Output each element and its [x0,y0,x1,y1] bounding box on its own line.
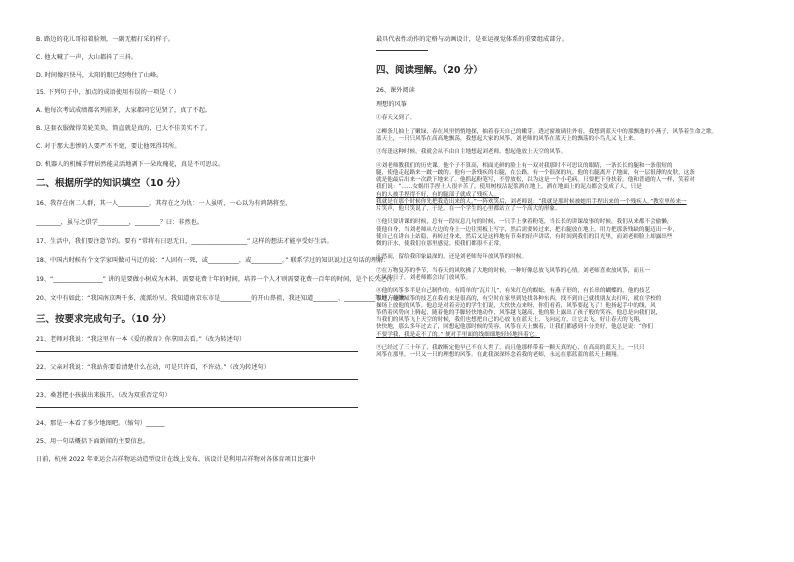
section-3-title: 三、按要求完成句子。（10 分） [36,314,172,326]
paragraph-2 [376,129,762,143]
paragraph-6 [376,254,762,261]
paragraph-line: 筝借着风势向上腾起，随着他的手脚轻快地动作，风筝越飞越高，他的脸上露出了孩子般的笑容，他总是向我们说， [376,309,662,316]
paragraph-3 [376,149,762,156]
paragraph-line: 快快地，那么多年过去了，回想起他那时候的笑容，风筝在天上飘着，让我们都感到十分美好，他总是说：“你们 [376,324,653,331]
q14-option-b: B. 路边的花儿哥招着脸颊，一副无精打采的样子。 [36,36,175,43]
right-column [376,36,762,359]
paragraph-line: 风筝在那里，一只又一只的理想的风筝。在此我深深怀念着我的老师，永远在那蓝蓝的蓝天上翱翔。 [376,352,623,359]
paragraph-line: ⑧他的风筝多半是自己制作的。有简单的“瓦片儿”，有朱红色的蜈蚣，有燕子形的，有长串的蝴蝶的，他的技艺 [376,288,651,295]
q25-answer-line [376,50,428,51]
q15-option-d: D. 机器人的机械手臂居然能灵活地剥下一朵玫瑰花，真是不可思议。 [36,160,225,168]
paragraph-line: 当我们的风筝飞上天空的时候，我们也想把自己的心放飞在蓝天上，飞向远方，让它去飞，好让春天的飞翔， [376,317,645,324]
q16-line-1: 16、我存在南二人群，其一人__________，其存在之为仇：一人虽听，一心以为有鸿鹄将至， [36,200,292,208]
paragraph-line: ③每逢这种时候，我就会从不由自主地想起刘老师，想起他放上天空的风筝。 [376,149,567,156]
paragraph-line-underlined: 我就是在那个时候你先把我造出来的人。”一阵欢笑后，刘老师说：“我就是那时候被她用手捏出来的一个残疾人。”教室里传来一 [376,198,687,205]
paragraph-1 [376,115,762,122]
paragraph-line: 操场上放他的风筝。他总是对着旁边的学生们说，大伙快点来呀，你们看着，风筝要起飞了！他扬起手中的线，风 [376,302,656,309]
q24: 24、那是一本看了多少地图吧。（缩句）______ [36,420,165,428]
paragraph-line: 使自己在讲台上站稳，再转过身来，然后又是这样地有节奏的轻声讲话，有时间到我们的目光里，而刘老师脸上却露出些 [376,233,673,240]
paragraph-line: 蓝天上，一只只风筝在高高地飘荡，我想起大家的风筝，刘老师的风筝在蓝天上的飘荡的小鸟儿又飞上来。 [376,135,639,142]
section-2-title: 二、根据所学的知识填空（10 分） [36,178,186,190]
paragraph-line: 就是他最后出来一次跌下地来了。他抓起粉笔写，不曾放松，以为这是一个小毛病。只要把下身扶着。他和普通的人一样，笑着对 [376,177,695,184]
paragraph-5 [376,219,762,248]
q14-option-d: D. 时间像匹快马，太阳的眼已经吻住了山峰。 [36,71,163,79]
q21: 21、老师对我说：“我这里有一本《爱的教育》你拿回去看。”（改为转述句） [36,336,246,344]
paragraph-9 [376,345,762,359]
q25-stem: 25、用一句话概括下面新闻的主要信息。 [36,438,150,446]
q26-label: 26、课外阅读 [376,87,415,94]
q18: 18、中国古时候有个文学家叫做司马迁的说：“人固有一死，或__________，或__________。” 联系学过的知识说过这句话的理解： [36,257,390,265]
paragraph-line: 使他自身，当刘老师从左边的身上一边往黑板上写字，然后需要转过来，把右腿放在地上，用力把那条残缺的腿迈出一步， [376,226,679,233]
q15-option-c: C. 对于那大悲惨的人要严丕不宽，要让他死得其所。 [36,142,181,150]
paragraph-line: ②柳条儿抽上了嫩绿，春在风里悄悄地探，抽着春天自己的嫩芽。透过窗玻璃往外看，我想到蓝天中的那飘逸的小燕子，风筝着生命之歌。 [376,128,718,135]
q23: 23、桑葚把小孩拔出来拔开。（改为双重否定句） [36,392,171,400]
paragraph-line: ①春天又到了。 [376,115,416,122]
paragraph-line: 腿，使他走起路来一跛一跛的。他有一条残疾的右腿，在公路，有一个很深的坑。他的右腿离开了地面，有一层很薄的皮肤，这条 [376,169,695,176]
q21-answer-line [36,351,358,352]
paragraph-line: 微的汗水，使我们在那里感觉。使我们都很不正常， [376,240,505,247]
q15-stem: 15. 下列句子中，加点的成语使用有误的一项是（ ） [36,89,180,97]
q15-option-b: B. 这套衣服做得美轮美奂，简直就是真的，已大不佳美实不了。 [36,124,212,132]
passage-title: 理想的风筝 [376,101,407,109]
paragraph-line-underlined: 不要学我，我是走不了的。” 便对手里面的线细细地轻轻地抖着它。 [376,331,541,338]
paragraph-7 [376,268,762,282]
paragraph-line: ⑨已经过了三十年了，我敢断定他早已不在人世了，而且他那样带着一颗天真的心，在高高的蓝天上，一只只 [376,344,645,351]
paragraph-line: 片笑声，他只笑说了，于是，在一个学生的心里都站立了一个高大的形象。 [376,205,561,212]
paragraph-line: 我们说：“……女娲用手捏土人很辛苦了，使用树枝沾泥浆洒在地上，洒在地面上的泥点都会变成了人，只是 [376,184,642,191]
q20: 20、文中有如此：“我国南京两千多，流派纷呈。我知道南京东市是__________的开山鼻祖，我还知道________、__________等地方剧种。 [36,295,413,303]
paragraph-line: 大风的日子，刘老师都会出门放风筝。 [376,274,472,281]
q16-line-2: ________，虽与之俱学__________，________？曰：非然也。 [36,219,204,227]
paragraph-line: 很好，他做风筝的技艺在我看来是很高的，有空时在家里到处找各种东西，找不到自己就找朋友去打听，就在学校的 [376,295,662,302]
paragraph-4 [376,163,762,213]
section-4-title: 四、阅读理解。（20 分） [376,65,483,76]
paragraph-line-underlined: 有的人被手捏得不好，有的腿部子就成了残疾人。 [376,191,500,198]
q25-news-continued: 最具代表性动作的定格与动画设计，是亚运视觉体系的重要组成部分。 [376,36,568,43]
paragraph-line: ④刘老师教我们的历史课。他个子不算高，相面光鲜的脸上有一双对我那时不可思议的眼睛，一条长长的腿和一条很短的 [376,162,673,169]
q22: 22、父亲对我说：“我站你要看清楚什么在动，可是只许看，不许动。”（改为转述句） [36,364,270,372]
paragraph-line: ⑤他只要讲课的时候，总有一段叹息几句的时候，一只手上拿着粉笔，当长长的讲课故事的时候，我们从来都不会偷懒， [376,219,673,226]
q23-answer-line [36,407,358,408]
q14-option-c: C. 他大喊了一声，大山都抖了三抖。 [36,53,138,61]
q22-answer-line [36,379,358,380]
paragraph-8 [376,288,762,338]
paragraph-line: ⑥然而，留给我印象最深的，还是刘老师每年放风筝的时候。 [376,254,528,261]
q15-option-a: A. 他每次考试成绩都名列前茅，大家都同它见贤了，真了不起。 [36,107,212,115]
q25-news: 日前，杭州 2022 年亚运会吉祥物运动造型设计在线上发布，该设计是利用吉祥物对各体育项目比赛中 [36,455,316,463]
paragraph-line: ⑦在万物复苏的季节，当春天的风吹拂了大地的时候，一种好像总放飞风筝的心情。刘老师喜欢放风筝，而且一 [376,267,651,274]
q19: 19、“________________” 讲的是要做小树成为木料，需要花费十年的时间，培养一个人才则需要花费一百年的时间，是个长久之计。 [36,276,399,284]
q17: 17、生活中，我们要注意节约。要有 “常将有日思无日，__________________” 这样的想法才能享受好生活。 [36,238,333,246]
